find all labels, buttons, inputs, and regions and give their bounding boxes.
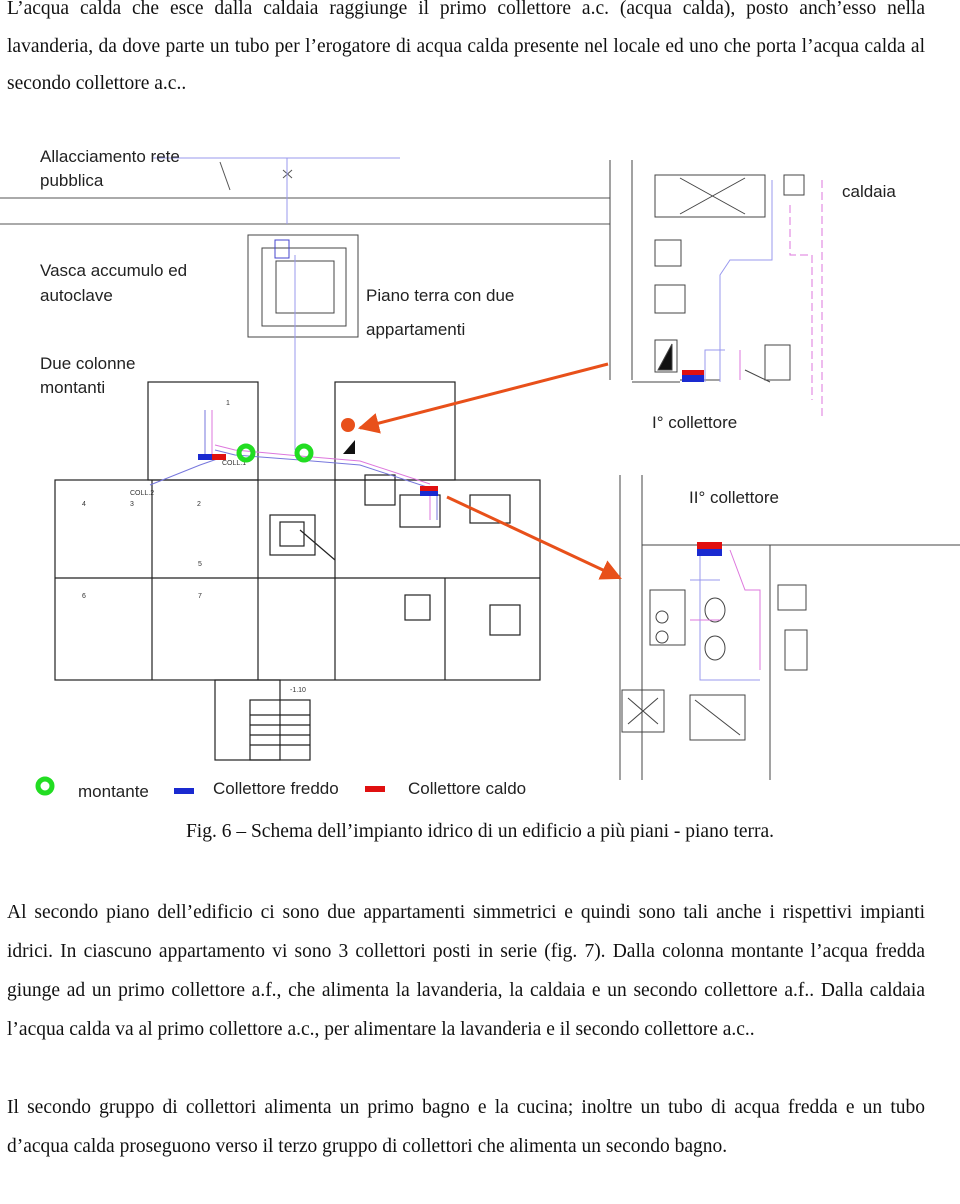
legend-caldo-label: Collettore caldo [408,779,527,798]
legend-montante-icon [38,779,52,793]
label-caldaia: caldaia [842,182,896,201]
paragraph-second-floor: Al secondo piano dell’edificio ci sono due appartamenti simmetrici e quindi sono tali anche i rispettivi impianti idrici. In ciascuno appartamento vi sono 3 collettori posti in serie (fig. 7). Dalla colonna montante l’acqua fredda giunge ad un primo collettore a.f., che alimenta la lavanderia, la caldaia e un secondo collettore a.f.. Dalla caldaia l’acqua calda va al primo collettore a.c., per alimentare la lavanderia e il secondo collettore a.c.. [7,902,925,1040]
arrow-to-plan [360,364,608,428]
collector-hot-bar [212,454,226,460]
label-colonne-line1: Due colonne [40,354,136,373]
floor-plan-figure [0,120,960,820]
pointer-arrows [360,364,620,578]
bathroom-plan [620,475,960,780]
tank-outline [248,235,358,337]
label-vasca-line2: autoclave [40,286,113,305]
coll2-mark: COLL.2 [130,490,155,497]
collector-hot-bar [697,542,722,549]
room-mark-3: 3 [130,501,134,508]
label-piano-line1: Piano terra con due [366,286,515,305]
plan-marker-dot [341,418,355,432]
paragraph-second-group: Il secondo gruppo di collettori alimenta un primo bagno e la cucina; inoltre un tubo di acqua fredda e un tubo d’acqua calda proseguono verso il terzo gruppo di collettori che alimenta un secondo bagno. [7,1097,925,1157]
label-vasca-line1: Vasca accumulo ed [40,261,188,280]
coll1-mark: COLL.1 [222,460,247,467]
label-piano-line2: appartamenti [366,320,466,339]
figure-labels [40,147,896,507]
collector-cold-bar [420,491,438,496]
legend-caldo-swatch [365,786,385,792]
label-allacciamento-line2: pubblica [40,171,104,190]
collector-cold-bar [198,454,212,460]
room-mark-5: 5 [198,561,202,568]
room-mark-1: 1 [226,400,230,407]
label-colonne-line2: montanti [40,378,106,397]
level-mark: -1.10 [290,687,306,694]
room-mark-4: 4 [82,501,86,508]
label-collettore-2: II° collettore [689,488,779,507]
room-mark-6: 6 [82,593,86,600]
riser-ring [297,446,311,460]
legend-freddo-label: Collettore freddo [213,779,339,798]
building-walls [55,382,540,760]
paragraph-intro: L’acqua calda che esce dalla caldaia raggiunge il primo collettore a.c. (acqua calda), posto anch’esso nella lavanderia, da dove parte un tubo per l’erogatore di acqua calda presente nel locale ed uno che porta l’acqua calda al secondo collettore a.c.. [7,0,925,94]
legend-freddo-swatch [174,788,194,794]
arrow-to-bathroom [447,497,620,578]
plan-marks [82,400,306,694]
collector-hot-bar [420,486,438,491]
collector-cold-bar [682,374,704,382]
label-collettore-1: I° collettore [652,413,738,432]
collector-hot-bar [682,370,704,375]
laundry-room-plan [610,160,822,420]
legend-montante-label: montante [78,782,149,801]
boundary-lines [0,158,610,224]
riser-ring [239,446,253,460]
collector-bars [198,370,722,556]
room-mark-7: 7 [198,593,202,600]
label-allacciamento-line1: Allacciamento rete [40,147,180,166]
room-mark-2: 2 [197,501,201,508]
figure-caption: Fig. 6 – Schema dell’impianto idrico di un edificio a più piani - piano terra. [185,821,775,842]
legend [38,779,526,801]
collector-cold-bar [697,549,722,556]
